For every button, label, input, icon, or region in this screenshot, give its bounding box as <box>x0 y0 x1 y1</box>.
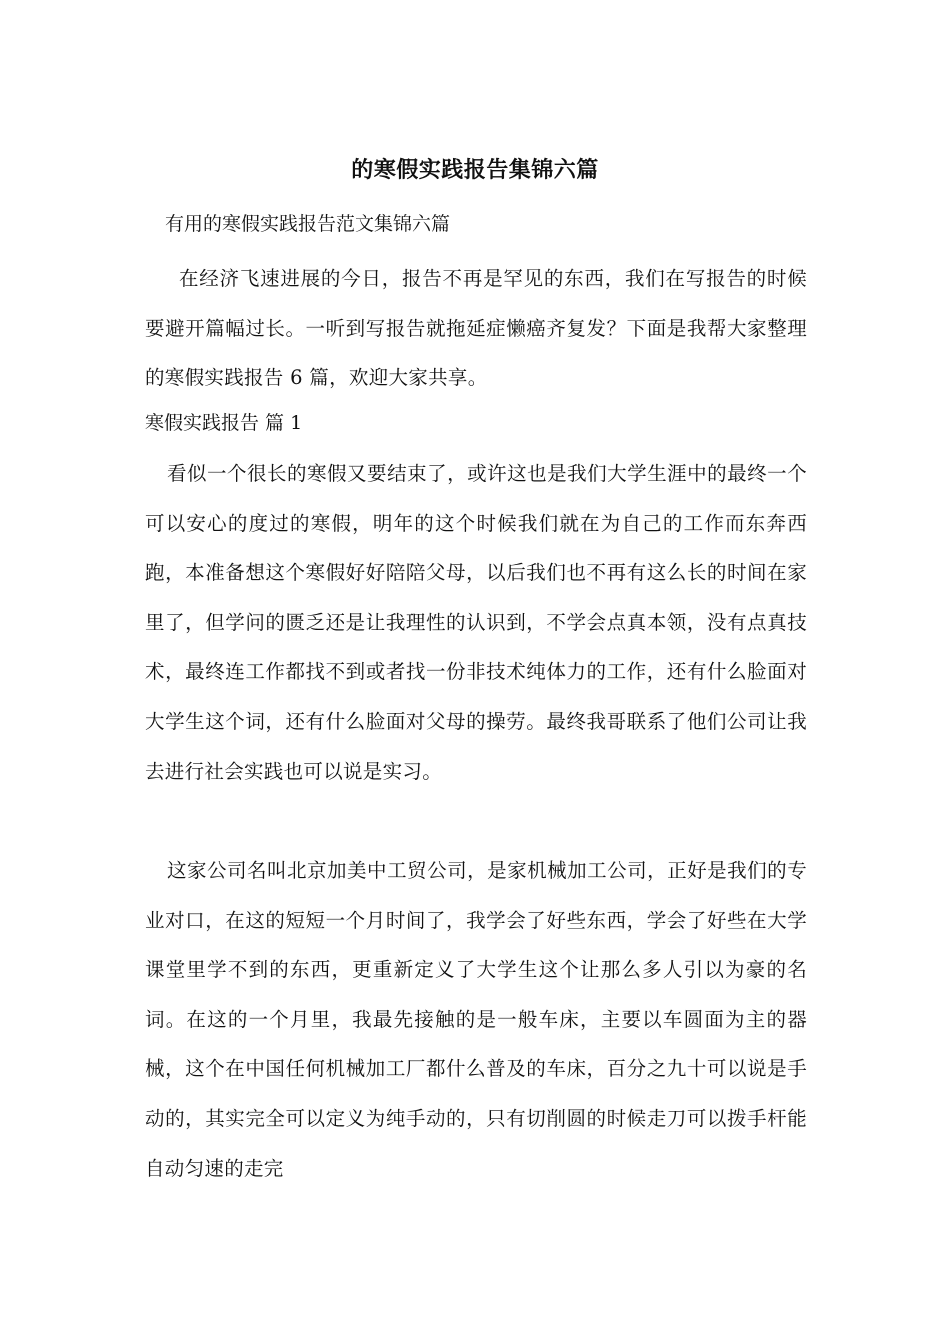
section-heading: 寒假实践报告 篇 1 <box>145 412 303 434</box>
body-paragraph-1: 看似一个很长的寒假又要结束了，或许这也是我们大学生涯中的最终一个可以安心的度过的寒假，明年的这个时候我们就在为自己的工作而东奔西跑，本准备想这个寒假好好陪陪父母，以后我们也不再有这么长的时间在家里了，但学问的匮乏还是让我理性的认识到，不学会点真本领，没有点真技术，最终连工作都找不到或者找一份非技术纯体力的工作，还有什么脸面对大学生这个词，还有什么脸面对父母的操劳。最终我哥联系了他们公司让我去进行社会实践也可以说是实习。 <box>145 462 807 783</box>
body-paragraph-2: 这家公司名叫北京加美中工贸公司，是家机械加工公司，正好是我们的专业对口，在这的短短一个月时间了，我学会了好些东西，学会了好些在大学课堂里学不到的东西，更重新定义了大学生这个让那么多人引以为豪的名词。在这的一个月里，我最先接触的是一般车床，主要以车圆面为主的器械，这个在中国任何机械加工厂都什么普及的车床，百分之九十可以说是手动的，其实完全可以定义为纯手动的，只有切削圆的时候走刀可以拨手杆能自动匀速的走完 <box>145 859 807 1180</box>
document-title: 的寒假实践报告集锦六篇 <box>351 157 599 183</box>
intro-paragraph: 在经济飞速进展的今日，报告不再是罕见的东西，我们在写报告的时候要避开篇幅过长。一听到写报告就拖延症懒癌齐复发？下面是我帮大家整理的寒假实践报告 6 篇，欢迎大家共享。 <box>145 267 807 390</box>
document-subtitle: 有用的寒假实践报告范文集锦六篇 <box>165 213 451 235</box>
